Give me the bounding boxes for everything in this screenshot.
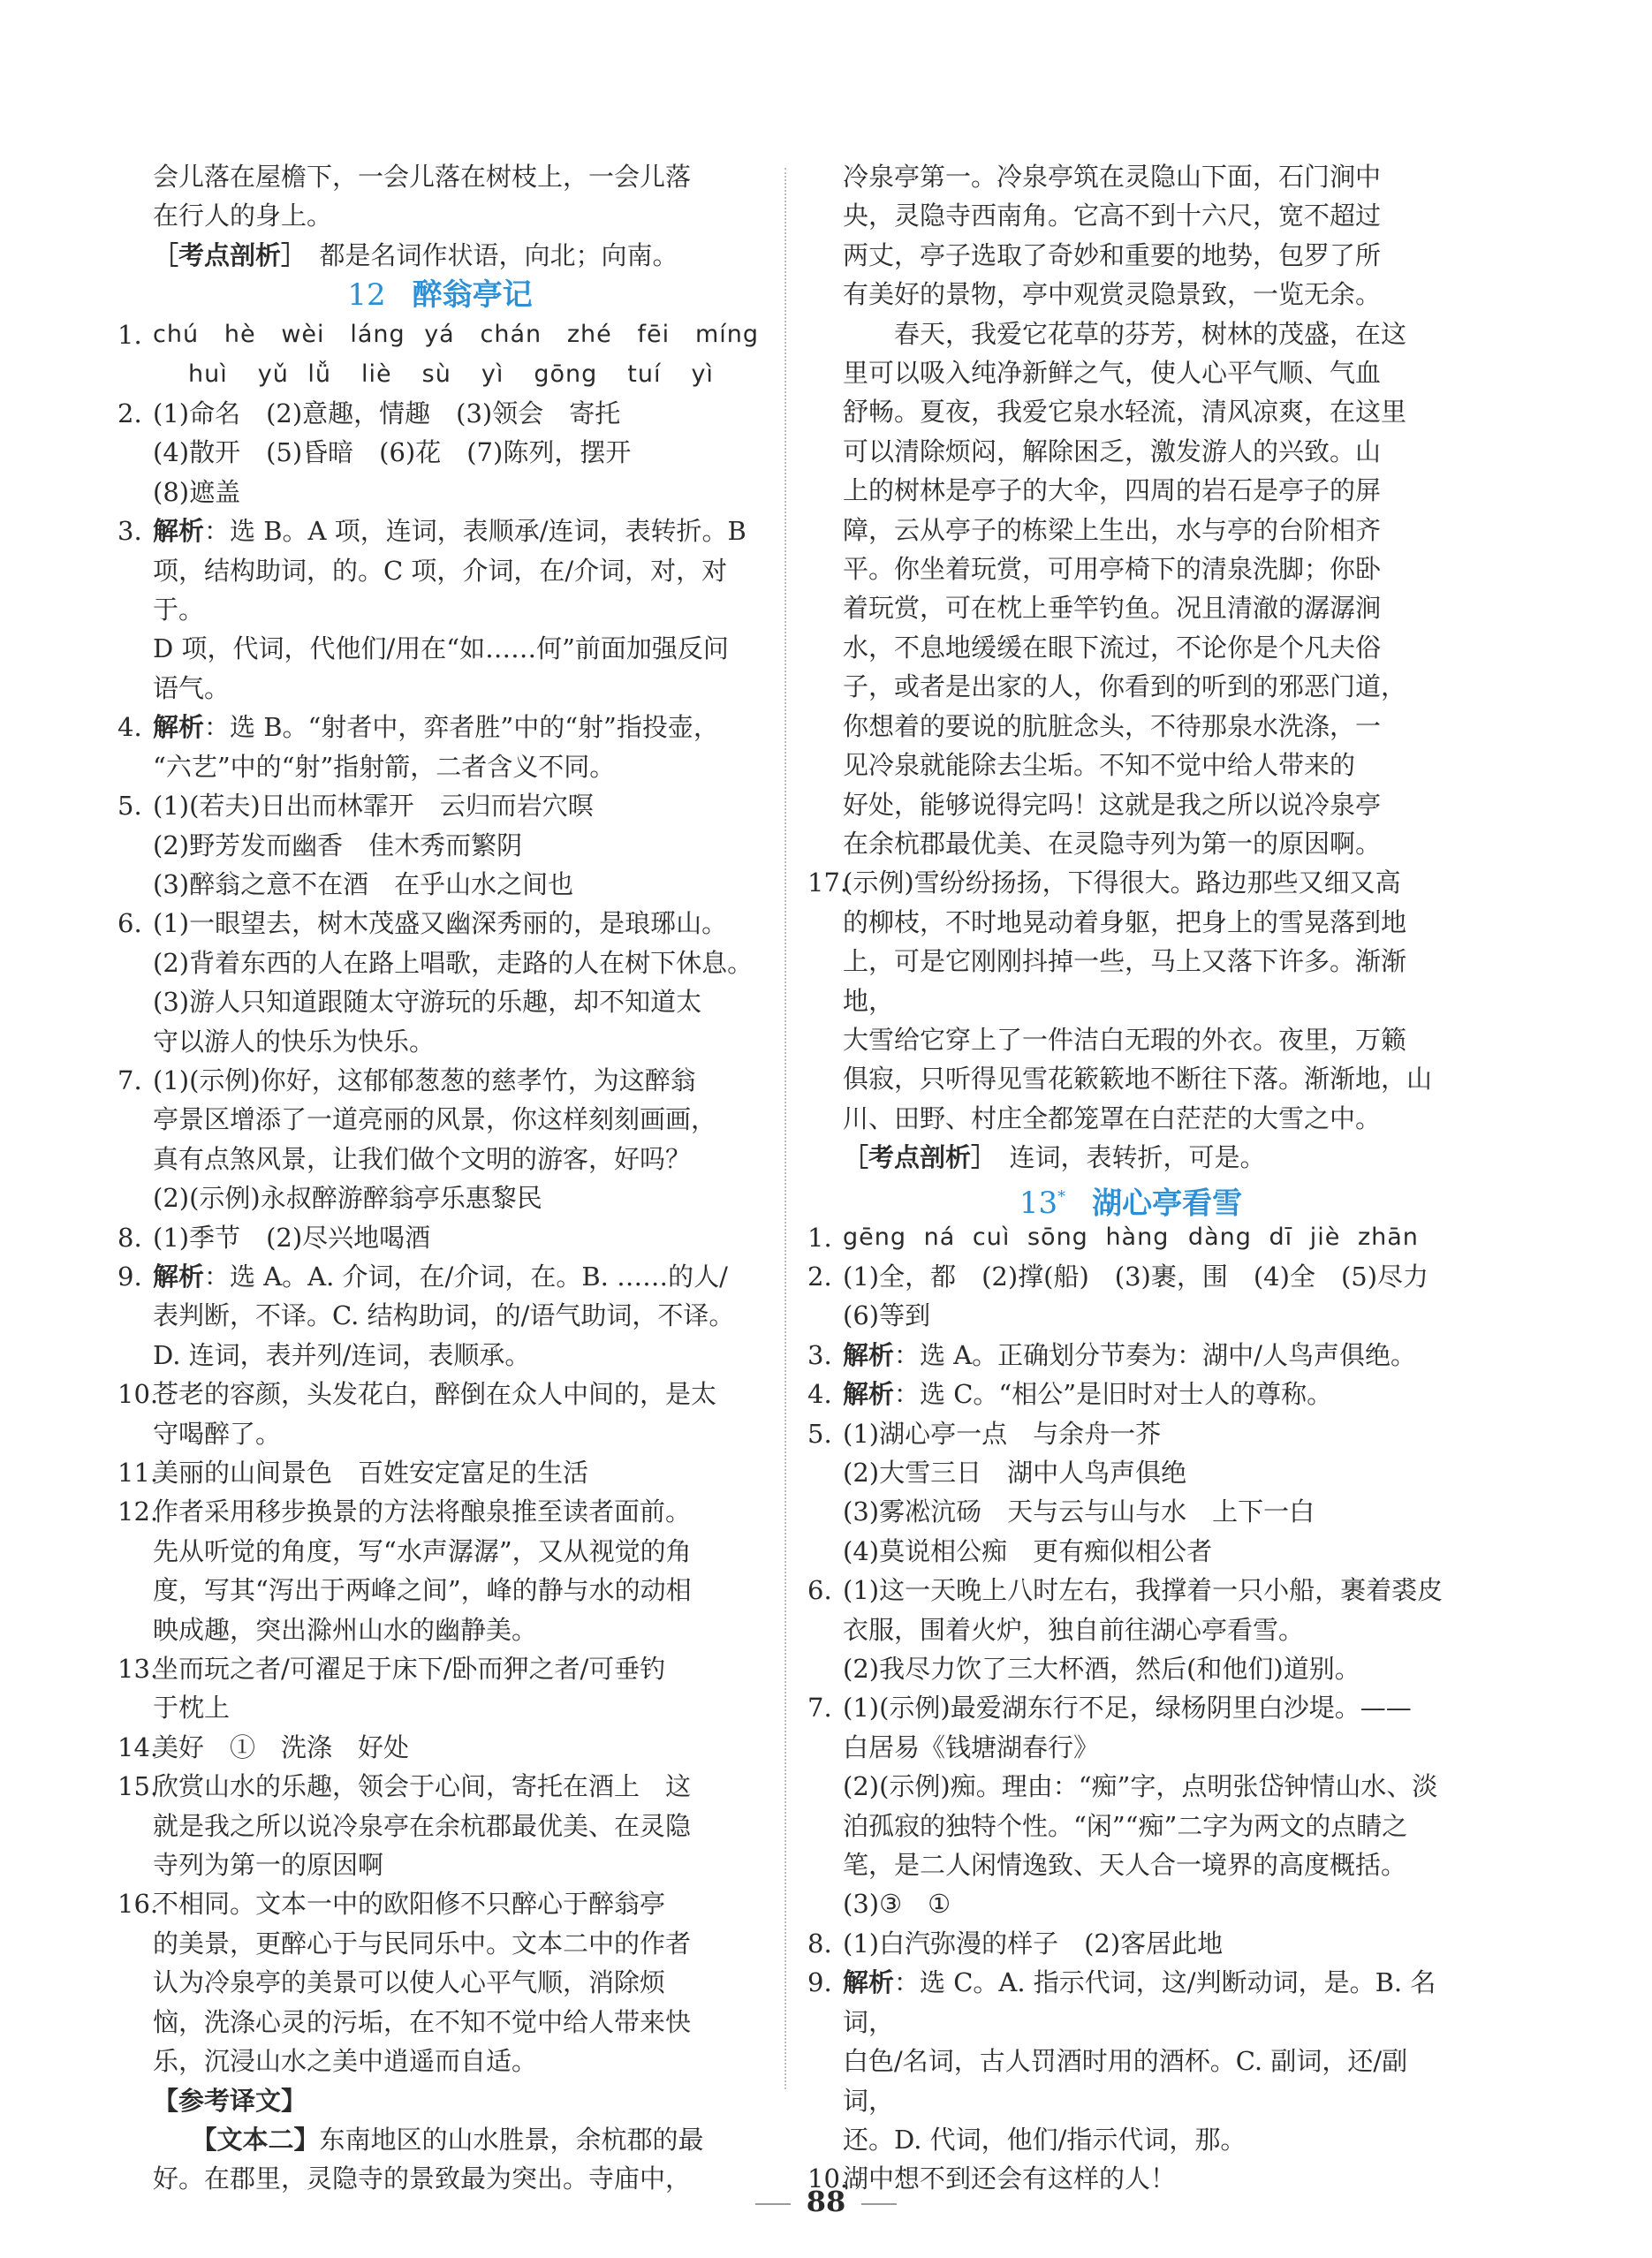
analysis-label: 解析 — [843, 1339, 895, 1370]
answer-line: 衣服，围着火炉，独自前往湖心亭看雪。 — [843, 1614, 1305, 1645]
answer-text: ：选 C。A. 指示代词，这/判断动词，是。B. 名词， — [843, 1967, 1436, 2037]
answer-number: 7. — [807, 1693, 832, 1724]
answer-line: 乐，沉浸山水之美中逍遥而自适。 — [153, 2046, 538, 2077]
text-tag: 【文本二】 — [204, 2124, 320, 2155]
translation-line: 水，不息地缓缓在眼下流过，不论你是个凡夫俗 — [843, 632, 1382, 663]
answer-line: (2)背着东西的人在路上唱歌，走路的人在树下休息。 — [153, 947, 754, 978]
translation-line: 好。在郡里，灵隐寺的景致最为突出。寺庙中， — [153, 2163, 692, 2194]
pinyin: tuí — [627, 360, 662, 388]
answer-number: 5. — [807, 1418, 832, 1449]
answer-4 — [807, 1375, 1454, 1413]
answer-line: “六艺”中的“射”指射箭，二者含义不同。 — [153, 751, 616, 782]
answer-line: 守喝醉了。 — [153, 1418, 282, 1449]
answer-line: 欣赏山水的乐趣，领会于心间，寄托在酒上 这 — [153, 1771, 692, 1802]
pinyin: dī — [1269, 1223, 1293, 1251]
answer-1 — [117, 315, 762, 394]
answer-line: 美好 ① 洗涤 好处 — [153, 1731, 410, 1762]
answer-line: (1)命名 (2)意趣，情趣 (3)领会 寄托 — [153, 398, 621, 429]
answer-number: 7. — [117, 1065, 142, 1095]
pinyin: jiè — [1309, 1223, 1341, 1251]
intro-line: 会儿落在屋檐下，一会儿落在树枝上，一会儿落 — [153, 162, 692, 192]
answer-line: 俱寂，只听得见雪花簌簌地不断往下落。渐渐地，山 — [843, 1064, 1433, 1095]
reference-translation-label: 【参考译文】 — [153, 2085, 307, 2116]
answer-9 — [117, 1257, 762, 1375]
note-text: 都是名词作状语，向北；向南。 — [319, 239, 678, 270]
answer-line — [843, 1336, 1454, 1375]
answer-number: 17. — [807, 868, 849, 898]
pinyin: gōng — [534, 360, 598, 388]
answer-number: 4. — [807, 1379, 832, 1410]
answer-line: (3)醉翁之意不在酒 在乎山水之间也 — [153, 868, 574, 899]
section-name: 湖心亭看雪 — [1092, 1185, 1243, 1221]
answer-17 — [807, 863, 1454, 1138]
pinyin: zhé — [566, 321, 612, 349]
section-name: 醉翁亭记 — [412, 277, 533, 314]
translation-line: 里可以吸入纯净新鲜之气，使人心平气顺、气血 — [843, 358, 1382, 389]
star-mark: * — [1057, 1187, 1066, 1207]
answer-line: (1)一眼望去，树木茂盛又幽深秀丽的，是琅琊山。 — [153, 908, 728, 939]
answer-number: 15. — [117, 1771, 159, 1802]
translation-line: 你想着的要说的肮脏念头，不待那泉水洗涤，一 — [843, 710, 1382, 741]
answer-9 — [807, 1963, 1454, 2159]
answer-line: 川、田野、村庄全都笼罩在白茫茫的大雪之中。 — [843, 1102, 1382, 1133]
answer-line: (6)等到 — [843, 1300, 931, 1331]
answer-line — [153, 511, 762, 550]
answer-line: (1)季节 (2)尽兴地喝酒 — [153, 1222, 431, 1253]
analysis-label: 解析 — [843, 1967, 895, 1998]
answer-line: 作者采用移步换景的方法将酿泉推至读者面前。 — [153, 1496, 692, 1527]
answer-11 — [117, 1453, 762, 1492]
column-divider — [784, 168, 786, 2089]
answer-number: 1. — [807, 1222, 832, 1253]
answer-number: 2. — [807, 1261, 832, 1292]
translation-line: 上的树林是亭子的大伞，四周的岩石是亭子的屏 — [843, 475, 1382, 506]
answer-number: 3. — [117, 516, 142, 547]
answer-line: 度，写其“泻出于两峰之间”，峰的静与水的动相 — [153, 1575, 692, 1606]
answer-line: 亭景区增添了一道亮丽的风景，你这样刻刻画画， — [153, 1104, 717, 1135]
pinyin: liè — [361, 360, 392, 388]
answer-line: (3)③ ① — [843, 1889, 951, 1920]
answer-5 — [807, 1414, 1454, 1572]
answer-number: 14. — [117, 1731, 159, 1762]
answer-number: 13. — [117, 1654, 159, 1685]
pinyin: yì — [481, 360, 504, 388]
pinyin: sōng — [1027, 1223, 1088, 1251]
answer-line: 不相同。文本一中的欧阳修不只醉心于醉翁亭 — [153, 1889, 666, 1920]
answer-line: (4)莫说相公痴 更有痴似相公者 — [843, 1535, 1213, 1566]
note-tag: ［考点剖析］ — [153, 239, 294, 270]
answer-line: (4)散开 (5)昏暗 (6)花 (7)陈列，摆开 — [153, 437, 632, 468]
translation-line: 舒畅。夏夜，我爱它泉水轻流，清风凉爽，在这里 — [843, 397, 1407, 428]
pinyin: yì — [691, 360, 714, 388]
answer-1 — [807, 1218, 1454, 1257]
answer-line: 就是我之所以说冷泉亭在余杭郡最优美、在灵隐 — [153, 1810, 692, 1841]
pinyin: yǔ lǚ — [257, 360, 332, 388]
answer-line: 泊孤寂的独特个性。“闲”“痴”二字为两文的点睛之 — [843, 1810, 1408, 1841]
answer-number: 1. — [117, 320, 142, 351]
translation-line — [807, 314, 1454, 353]
note-tag: ［考点剖析］ — [843, 1142, 984, 1173]
section-number-text: 13 — [1019, 1185, 1058, 1221]
page-footer — [0, 2185, 1652, 2218]
answer-number: 16. — [117, 1889, 159, 1920]
analysis-note — [117, 236, 762, 275]
answer-line: (1)(若夫)日出而林霏开 云归而岩穴暝 — [153, 791, 594, 822]
section-title-13 — [807, 1178, 1454, 1221]
footer-dash — [755, 2203, 791, 2205]
answer-line — [153, 1257, 762, 1296]
translation-text: 春天，我爱它花草的芬芳，树林的茂盛，在这 — [894, 318, 1407, 349]
intro-line: 在行人的身上。 — [153, 201, 333, 231]
answer-line: 守以游人的快乐为快乐。 — [153, 1026, 436, 1057]
translation-line: 平。你坐着玩赏，可用亭椅下的清泉洗脚；你卧 — [843, 554, 1382, 585]
pinyin: gēng — [843, 1223, 907, 1251]
answer-6 — [807, 1571, 1454, 1688]
right-column — [807, 157, 1454, 2199]
pinyin-row — [843, 1218, 1454, 1257]
translation-line: 着玩赏，可在枕上垂竿钓鱼。况且清澈的潺潺涧 — [843, 593, 1382, 624]
answer-line: 的柳枝，不时地晃动着身躯，把身上的雪晃落到地 — [843, 906, 1407, 937]
pinyin: láng yá — [350, 321, 455, 349]
translation-line: 障，云从亭子的栋梁上生出，水与亭的台阶相齐 — [843, 514, 1382, 545]
answer-text: ：选 A。正确划分节奏为：湖中/人鸟声俱绝。 — [894, 1339, 1416, 1370]
answer-line: (2)大雪三日 湖中人鸟声俱绝 — [843, 1458, 1187, 1488]
answer-5 — [117, 786, 762, 904]
pinyin: chú — [153, 321, 200, 349]
answer-line: 还。D. 代词，他们/指示代词，那。 — [843, 2124, 1247, 2155]
answer-line: 上，可是它刚刚抖掉一些，马上又落下许多。渐渐地， — [843, 946, 1407, 1016]
answer-16 — [117, 1884, 762, 2080]
answer-line — [153, 708, 762, 746]
answer-line: 语气。 — [153, 672, 231, 703]
section-title-12 — [117, 275, 762, 315]
pinyin: míng — [694, 321, 759, 349]
translation-line: 好处，能够说得完吗！这就是我之所以说冷泉亭 — [843, 789, 1382, 820]
answer-line: 白色/名词，古人罚酒时用的酒杯。C. 副词，还/副词， — [843, 2046, 1408, 2116]
pinyin: ná — [923, 1223, 956, 1251]
answer-number: 11. — [117, 1458, 159, 1488]
answer-line: 项，结构助词，的。C 项，介词，在/介词，对，对于。 — [153, 555, 728, 625]
answer-line: (3)游人只知道跟随太守游玩的乐趣，却不知道太 — [153, 987, 702, 1018]
answer-line — [843, 1963, 1454, 2042]
translation-line: 子，或者是出家的人，你看到的听到的邪恶门道， — [843, 671, 1407, 702]
section-number — [1019, 1186, 1065, 1221]
answer-text: ：选 C。“相公”是旧时对士人的尊称。 — [894, 1379, 1333, 1410]
pinyin: wèi — [281, 321, 325, 349]
answer-line: 表判断，不译。C. 结构助词，的/语气助词，不译。 — [153, 1300, 735, 1331]
answer-line: (1)湖心亭一点 与余舟一芥 — [843, 1418, 1162, 1449]
answer-10 — [117, 1375, 762, 1453]
answer-2 — [807, 1257, 1454, 1336]
answer-text: ：选 B。A 项，连词，表顺承/连词，表转折。B — [204, 516, 746, 547]
answer-line: 大雪给它穿上了一件洁白无瑕的外衣。夜里，万籁 — [843, 1024, 1407, 1055]
translation-line: 可以清除烦闷，解除困乏，激发游人的兴致。山 — [843, 436, 1382, 466]
answer-line: 白居易《钱塘湖春行》 — [843, 1731, 1100, 1762]
analysis-label: 解析 — [153, 1261, 205, 1292]
answer-line: (1)全，都 (2)撑(船) (3)裹，围 (4)全 (5)尽力 — [843, 1261, 1429, 1292]
answer-line: 认为冷泉亭的美景可以使人心平气顺，消除烦 — [153, 1967, 666, 1998]
pinyin: cuì — [972, 1223, 1011, 1251]
answer-line: 坐而玩之者/可濯足于床下/卧而狎之者/可垂钓 — [153, 1654, 666, 1685]
answer-line: (2)我尽力饮了三大杯酒，然后(和他们)道别。 — [843, 1654, 1360, 1685]
answer-8 — [117, 1218, 762, 1257]
footer-dash — [861, 2203, 897, 2205]
answer-number: 9. — [807, 1967, 832, 1998]
pinyin: chán — [480, 321, 542, 349]
translation-line — [117, 2120, 762, 2159]
answer-12 — [117, 1492, 762, 1649]
analysis-label: 解析 — [153, 712, 205, 743]
section-number: 12 — [347, 277, 386, 314]
answer-number: 3. — [807, 1339, 832, 1370]
translation-line: 在余杭郡最优美、在灵隐寺列为第一的原因啊。 — [843, 828, 1382, 859]
answer-line: 湖中想不到还会有这样的人！ — [843, 2163, 1177, 2194]
translation-line: 见冷泉就能除去尘垢。不知不觉中给人带来的 — [843, 750, 1356, 781]
answer-line: (示例)雪纷纷扬扬，下得很大。路边那些又细又高 — [843, 868, 1401, 898]
answer-line: (1)这一天晚上八时左右，我撑着一只小船，裹着裘皮 — [843, 1575, 1444, 1606]
answer-line: 美丽的山间景色 百姓安定富足的生活 — [153, 1458, 589, 1488]
answer-line: 映成趣，突出滁州山水的幽静美。 — [153, 1614, 538, 1645]
pinyin: hàng dàng — [1105, 1223, 1252, 1251]
answer-8 — [807, 1924, 1454, 1963]
answer-line: (1)(示例)最爱湖东行不足，绿杨阴里白沙堤。—— — [843, 1693, 1412, 1724]
answer-3 — [807, 1336, 1454, 1375]
pinyin: hè — [224, 321, 256, 349]
answer-13 — [117, 1649, 762, 1728]
answer-15 — [117, 1767, 762, 1884]
answer-4 — [117, 708, 762, 786]
answer-number: 8. — [117, 1222, 142, 1253]
note-text: 连词，表转折，可是。 — [1009, 1142, 1266, 1173]
answer-line: (3)雾凇沆砀 天与云与山与水 上下一白 — [843, 1496, 1315, 1527]
translation-text: 东南地区的山水胜景，余杭郡的最 — [319, 2124, 704, 2155]
answer-line: D 项，代词，代他们/用在“如……何”前面加强反问 — [153, 633, 729, 664]
answer-line: 于枕上 — [153, 1693, 231, 1724]
answer-line: (8)遮盖 — [153, 476, 241, 507]
answer-line: 苍老的容颜，头发花白，醉倒在众人中间的，是太 — [153, 1379, 717, 1410]
answer-number: 6. — [807, 1575, 832, 1606]
answer-line: 的美景，更醉心于与民同乐中。文本二中的作者 — [153, 1928, 692, 1959]
answer-line: 先从听觉的角度，写“水声潺潺”，又从视觉的角 — [153, 1535, 692, 1566]
answer-text: ：选 A。A. 介词，在/介词，在。B. ……的人/ — [204, 1261, 728, 1292]
answer-number: 5. — [117, 791, 142, 822]
pinyin: huì — [188, 360, 228, 388]
answer-7 — [117, 1061, 762, 1218]
translation-line: 有美好的景物，亭中观赏灵隐景致，一览无余。 — [843, 279, 1382, 310]
answer-2 — [117, 394, 762, 511]
answer-14 — [117, 1728, 762, 1767]
page-number: 88 — [806, 2185, 846, 2218]
answer-6 — [117, 904, 762, 1061]
analysis-note — [807, 1138, 1454, 1177]
answer-number: 12. — [117, 1496, 159, 1527]
answer-line: 笔，是二人闲情逸致、天人合一境界的高度概括。 — [843, 1850, 1407, 1881]
pinyin: zhān — [1357, 1223, 1419, 1251]
answer-line: (2)(示例)痴。理由：“痴”字，点明张岱钟情山水、淡 — [843, 1771, 1438, 1802]
answer-line: 寺列为第一的原因啊 — [153, 1850, 384, 1881]
answer-7 — [807, 1688, 1454, 1923]
answer-number: 8. — [807, 1928, 832, 1959]
analysis-label: 解析 — [153, 516, 205, 547]
answer-number: 10. — [807, 2163, 849, 2194]
answer-line: D. 连词，表并列/连词，表顺承。 — [153, 1339, 531, 1370]
left-column — [117, 157, 762, 2199]
answer-number: 6. — [117, 908, 142, 939]
translation-line: 央，灵隐寺西南角。它高不到十六尺，宽不超过 — [843, 201, 1382, 231]
translation-line: 两丈，亭子选取了奇妙和重要的地势，包罗了所 — [843, 239, 1382, 270]
answer-number: 2. — [117, 398, 142, 429]
answer-line: (1)白汽弥漫的样子 (2)客居此地 — [843, 1928, 1224, 1959]
pinyin: fēi — [637, 321, 671, 349]
answer-number: 9. — [117, 1261, 142, 1292]
answer-line: 真有点煞风景，让我们做个文明的游客，好吗？ — [153, 1143, 692, 1174]
answer-line: (1)(示例)你好，这郁郁葱葱的慈孝竹，为这醉翁 — [153, 1065, 696, 1095]
translation-line: 冷泉亭第一。冷泉亭筑在灵隐山下面，石门涧中 — [843, 162, 1382, 192]
answer-line: 恼，洗涤心灵的污垢，在不知不觉中给人带来快 — [153, 2006, 692, 2037]
answer-3 — [117, 511, 762, 708]
answer-number: 4. — [117, 712, 142, 743]
pinyin: sù — [421, 360, 451, 388]
answer-line — [843, 1375, 1454, 1413]
answer-number: 10. — [117, 1379, 159, 1410]
answer-text: ：选 B。“射者中，弈者胜”中的“射”指投壶， — [204, 712, 719, 743]
pinyin-row — [153, 355, 762, 394]
analysis-label: 解析 — [843, 1379, 895, 1410]
pinyin-row — [153, 315, 762, 354]
answer-line: (2)(示例)永叔醉游醉翁亭乐惠黎民 — [153, 1183, 542, 1214]
answer-line: (2)野芳发而幽香 佳木秀而繁阴 — [153, 830, 523, 860]
